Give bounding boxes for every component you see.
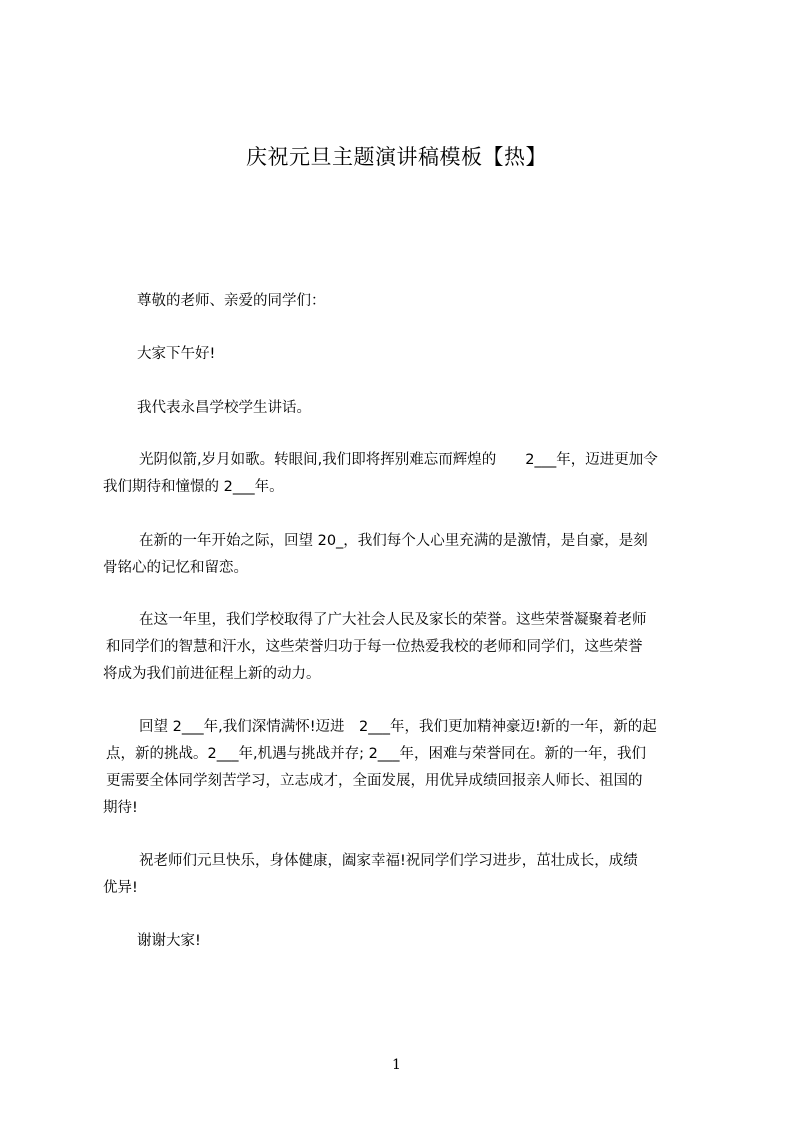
page-number: 1	[392, 1057, 401, 1073]
paragraph-line: 更需要全体同学刻苦学习，立志成才，全面发展，用优异成绩回报亲人师长、祖国的	[106, 773, 643, 789]
paragraph-line: 和同学们的智慧和汗水，这些荣誉归功于每一位热爱我校的老师和同学们，这些荣誉	[106, 639, 643, 655]
paragraph-line: 期待!	[103, 800, 138, 816]
paragraph-achievements	[103, 607, 703, 688]
paragraph-thanks	[103, 928, 703, 955]
paragraph-greeting	[103, 341, 703, 368]
paragraph-line: 大家下午好!	[137, 346, 216, 362]
paragraph-line: 将成为我们前进征程上新的动力。	[103, 666, 321, 682]
paragraph-line: 尊敬的老师、亲爱的同学们：	[137, 293, 326, 309]
paragraph-line: 骨铭心的记忆和留恋。	[103, 560, 248, 576]
paragraph-line: 回望 2___年,我们深情满怀!迈进 2___年，我们更加精神豪迈!新的一年，新的起	[139, 719, 657, 735]
paragraph-new-year	[103, 714, 703, 822]
paragraph-line: 点，新的挑战。2___年,机遇与挑战并存; 2___年，困难与荣誉同在。新的一年，我们	[106, 746, 647, 762]
paragraph-line: 优异!	[103, 880, 138, 896]
paragraph-looking-back	[103, 528, 703, 582]
paragraph-line: 在这一年里，我们学校取得了广大社会人民及家长的荣誉。这些荣誉凝聚着老师	[139, 612, 647, 628]
paragraph-introduction	[103, 395, 703, 422]
paragraph-line: 谢谢大家!	[137, 933, 201, 949]
paragraph-salutation	[103, 288, 703, 315]
document-title: 庆祝元旦主题演讲稿模板【热】	[246, 145, 547, 169]
paragraph-line: 在新的一年开始之际，回望 20_，我们每个人心里充满的是激情，是自豪，是刻	[139, 533, 648, 549]
paragraph-time-passing	[103, 447, 703, 501]
paragraph-wishes	[103, 848, 703, 902]
paragraph-line: 我们期待和憧憬的 2___年。	[103, 479, 284, 495]
paragraph-line: 我代表永昌学校学生讲话。	[137, 400, 311, 416]
paragraph-line: 光阴似箭,岁月如歌。转眼间,我们即将挥别难忘而辉煌的 2___年，迈进更加令	[139, 452, 658, 468]
paragraph-line: 祝老师们元旦快乐，身体健康，阖家幸福!祝同学们学习进步，茁壮成长，成绩	[139, 853, 638, 869]
